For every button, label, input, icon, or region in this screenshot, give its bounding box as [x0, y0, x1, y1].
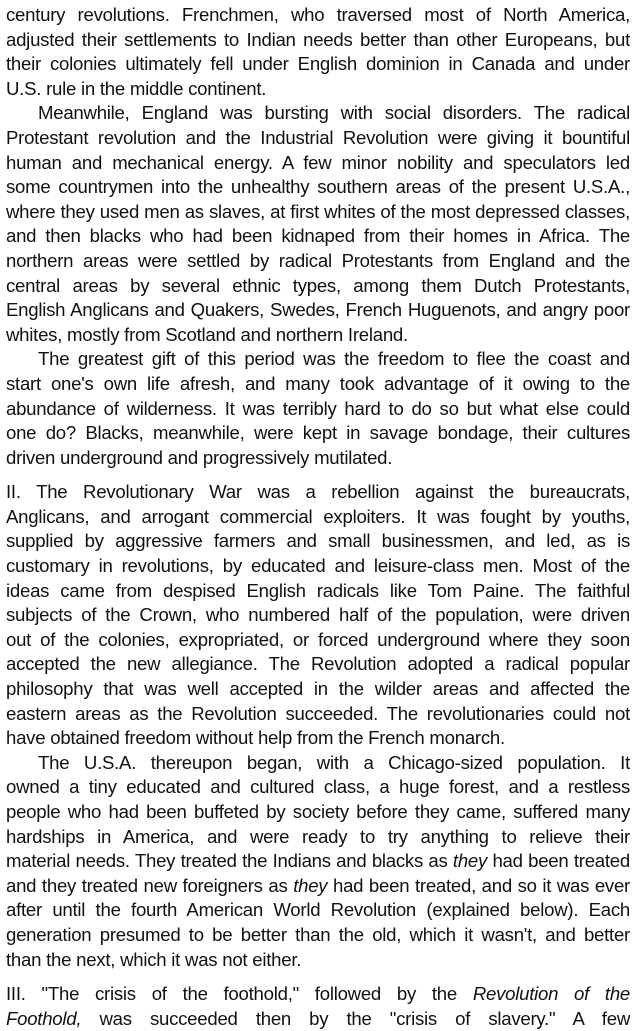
document-page	[6, 3, 630, 1031]
italic-text: they	[293, 874, 328, 896]
text-line: and then blacks who had been kidnaped from their homes in Africa. The	[6, 225, 630, 247]
section-gap	[6, 972, 630, 982]
text-line: philosophy that was well accepted in the wilder areas and affected the	[6, 678, 630, 700]
text-line: The greatest gift of this period was the freedom to flee the coast and	[38, 348, 630, 370]
text-line: after until the fourth American World Revolution (explained below). Each	[6, 899, 630, 921]
text-line: U.S. rule in the middle continent.	[6, 77, 267, 99]
text-line: northern areas were settled by radical Protestants from England and the	[6, 249, 630, 271]
italic-text: Revolution of the	[472, 983, 630, 1005]
text-line: generation presumed to be better than the old, which it wasn't, and better	[6, 923, 630, 945]
paragraph	[6, 480, 630, 751]
text-line: material needs. They treated the Indians and blacks as they had been treated	[6, 850, 630, 872]
text-line: whites, mostly from Scotland and northern Ireland.	[6, 323, 408, 345]
text-line: people who had been buffeted by society before they came, suffered many	[6, 801, 630, 822]
text-line: century revolutions. Frenchmen, who traversed most of North America,	[6, 4, 630, 25]
text-line: some countrymen into the unhealthy southern areas of the present U.S.A.,	[6, 176, 630, 198]
text-line: and they treated new foreigners as they had been treated, and so it was ever	[6, 874, 630, 896]
text-line: where they used men as slaves, at first whites of the most depressed classes,	[6, 200, 630, 222]
text-line: abundance of wilderness. It was terribly hard to do so but what else could	[6, 397, 630, 419]
text-line: one do? Blacks, meanwhile, were kept in savage bondage, their cultures	[6, 422, 630, 444]
text-line: central areas by several ethnic types, among them Dutch Protestants,	[6, 274, 630, 296]
text-line: accepted the new allegiance. The Revolution adopted a radical popular	[6, 653, 630, 675]
text-line: than the next, which it was not either.	[6, 948, 302, 970]
text-line: out of the colonies, expropriated, or forced underground where they soon	[6, 628, 630, 650]
text-line: English Anglicans and Quakers, Swedes, French Huguenots, and angry poor	[6, 299, 630, 321]
text-line: eastern areas as the Revolution succeeded. The revolutionaries could not	[6, 702, 630, 724]
text-line: hardships in America, and were ready to try anything to relieve their	[6, 825, 630, 847]
paragraph	[6, 3, 630, 101]
text-line: supplied by aggressive farmers and small businessmen, and led, as is	[6, 530, 630, 552]
text-line: their colonies ultimately fell under English dominion in Canada and under	[6, 53, 630, 75]
text-line: start one's own life afresh, and many took advantage of it owing to the	[6, 372, 630, 394]
text-line: The U.S.A. thereupon began, with a Chicago-sized population. It	[38, 751, 630, 773]
text-line: customary in revolutions, by educated and leisure-class men. Most of the	[6, 555, 630, 577]
italic-text: they	[452, 850, 488, 872]
text-line: owned a tiny educated and cultured class, a huge forest, and a restless	[6, 776, 630, 798]
text-line: adjusted their settlements to Indian needs better than other Europeans, but	[6, 28, 630, 50]
text-line: II. The Revolutionary War was a rebellion against the bureaucrats,	[6, 481, 630, 503]
text-line: III. "The crisis of the foothold," followed by the Revolution of the	[6, 983, 630, 1005]
text-line: Protestant revolution and the Industrial Revolution were giving it bountiful	[6, 126, 630, 148]
text-line: Foothold, was succeeded then by the "crisis of slavery." A few	[6, 1007, 630, 1029]
section-gap	[6, 470, 630, 480]
paragraph	[6, 347, 630, 470]
text-line: subjects of the Crown, who numbered half of the population, were driven	[6, 604, 630, 626]
italic-text: Foothold,	[6, 1007, 82, 1029]
paragraph	[6, 101, 630, 347]
text-line: Meanwhile, England was bursting with social disorders. The radical	[38, 102, 630, 124]
text-line: human and mechanical energy. A few minor nobility and speculators led	[6, 151, 630, 173]
text-line: have obtained freedom without help from the French monarch.	[6, 727, 505, 749]
text-line: driven underground and progressively mutilated.	[6, 446, 393, 468]
paragraph	[6, 982, 630, 1031]
paragraph	[6, 751, 630, 972]
text-line: Anglicans, and arrogant commercial exploiters. It was fought by youths,	[6, 505, 630, 527]
text-line: ideas came from despised English radicals like Tom Paine. The faithful	[6, 579, 630, 601]
